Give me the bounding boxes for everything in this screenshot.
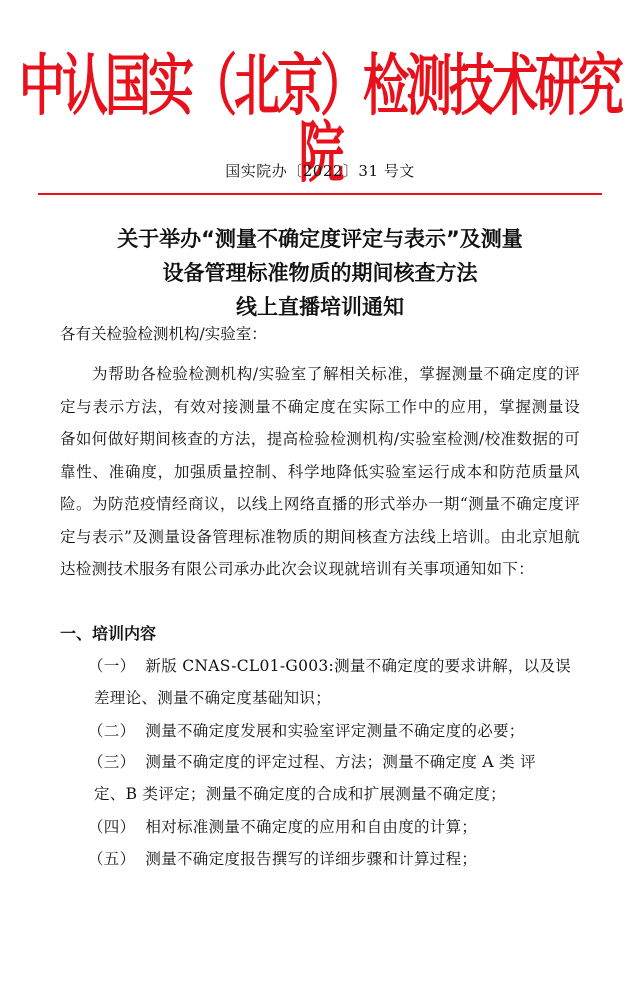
header-divider xyxy=(38,193,602,195)
list-item-number: （一） xyxy=(88,657,136,675)
list-item xyxy=(88,746,584,810)
notice-title xyxy=(30,222,610,324)
list-item-text: 新版 CNAS-CL01-G003:测量不确定度的要求讲解，以及误 xyxy=(145,657,572,675)
document-number: 国实院办〔2022〕31 号文 xyxy=(225,162,415,180)
list-item-text: 测量不确定度的评定过程、方法；测量不确定度 A 类 评 xyxy=(145,753,536,771)
list-item-number: （五） xyxy=(88,850,136,868)
list-item xyxy=(88,715,584,747)
list-item xyxy=(88,843,584,875)
title-line-1: 关于举办“测量不确定度评定与表示”及测量 xyxy=(117,227,523,251)
list-item xyxy=(88,811,584,843)
list-item-number: （二） xyxy=(88,722,136,740)
title-line-3: 线上直播培训通知 xyxy=(236,295,404,319)
list-item xyxy=(88,650,584,714)
salutation: 各有关检验检测机构/实验室： xyxy=(60,325,267,343)
organization-header: 中认国实（北京）检测技术研究院 xyxy=(19,46,621,192)
list-item-text: 相对标准测量不确定度的应用和自由度的计算； xyxy=(145,818,478,836)
title-line-2: 设备管理标准物质的期间核查方法 xyxy=(162,261,478,285)
section-heading-training-content: 一、培训内容 xyxy=(60,624,157,643)
list-item-text-continued: 定、B 类评定；测量不确定度的合成和扩展测量不确定度； xyxy=(94,785,506,803)
list-item-number: （四） xyxy=(88,818,136,836)
list-item-text-continued: 差理论、测量不确定度基础知识； xyxy=(94,689,332,707)
list-item-text: 测量不确定度发展和实验室评定测量不确定度的必要； xyxy=(145,722,525,740)
intro-paragraph: 为帮助各检验检测机构/实验室了解相关标准，掌握测量不确定度的评定与表示方法，有效对接测量不确定度在实际工作中的应用，掌握测量设备如何做好期间核查的方法，提高检验检测机构/实验室检测/校准数据的可靠性、准确度，加强质量控制、科学地降低实验室运行成本和防范质量风险。为防范疫情经商议，以线上网络直播的形式举办一期“测量不确定度评定与表示”及测量设备管理标准物质的期间核查方法线上培训。由北京旭航达检测技术服务有限公司承办此次会议现就培训有关事项通知如下： xyxy=(60,365,580,578)
list-item-text: 测量不确定度报告撰写的详细步骤和计算过程； xyxy=(145,850,478,868)
list-item-number: （三） xyxy=(88,753,136,771)
